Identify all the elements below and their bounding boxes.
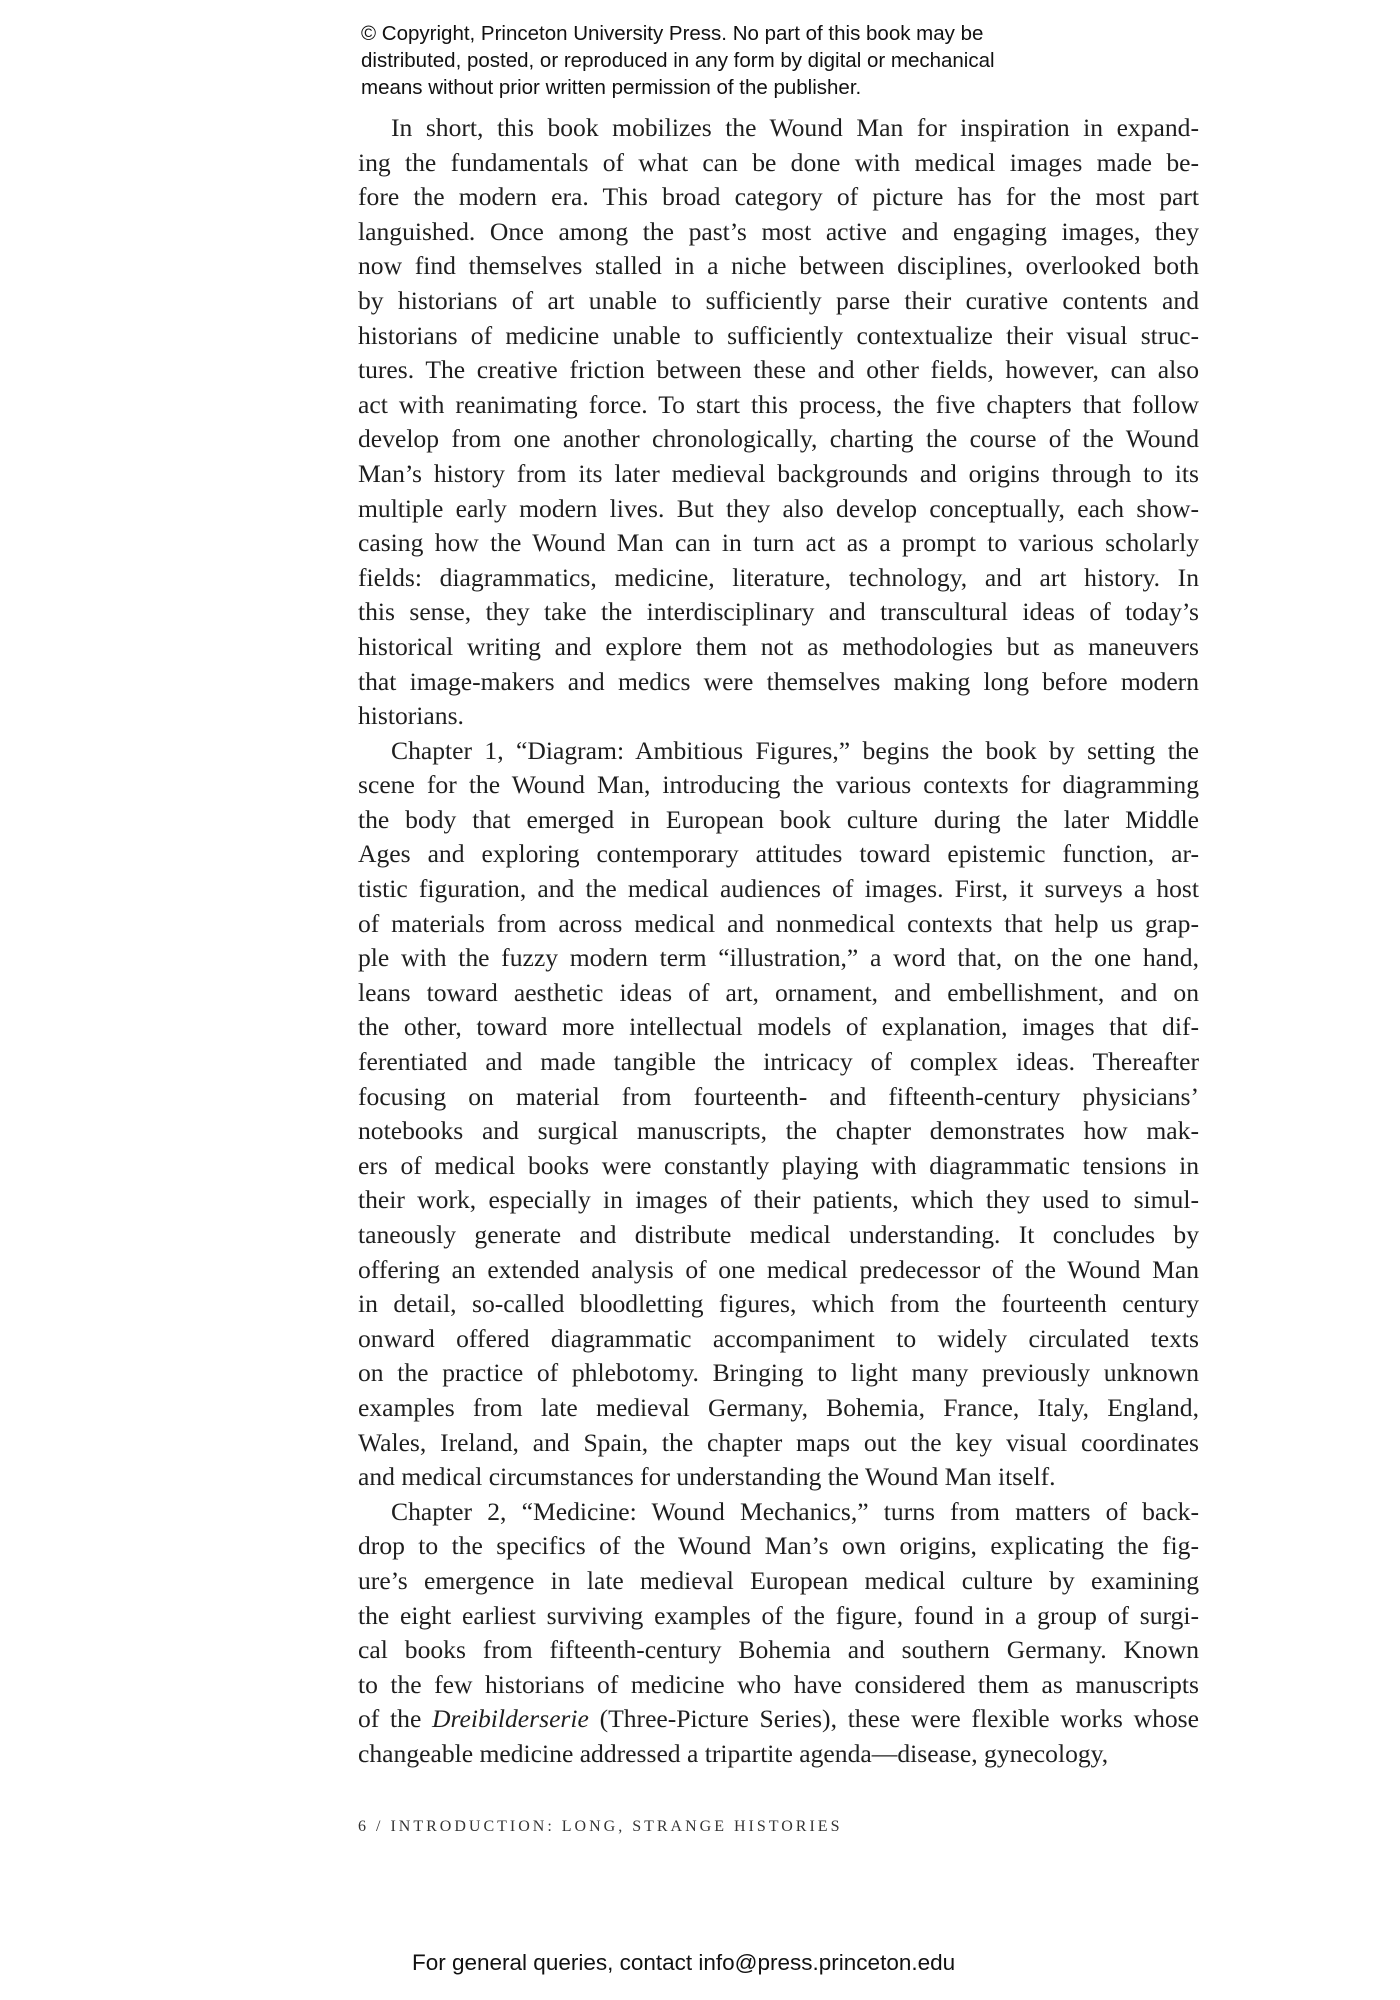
text-line: ple with the fuzzy modern term “illustration,” a word that, on the one hand, xyxy=(358,943,1199,973)
text-line: by historians of art unable to sufficiently parse their curative contents and xyxy=(358,285,1199,315)
text-line: changeable medicine addressed a tripartite agenda—disease, gynecology, xyxy=(358,1738,1109,1768)
text-line: casing how the Wound Man can in turn act as a prompt to various scholarly xyxy=(358,528,1199,558)
text-line: focusing on material from fourteenth- and fifteenth-century physicians’ xyxy=(358,1081,1199,1111)
text-line: ers of medical books were constantly playing with diagrammatic tensions in xyxy=(358,1150,1199,1180)
text-line: of materials from across medical and nonmedical contexts that help us grap- xyxy=(358,908,1199,938)
text-segment: of the xyxy=(358,1704,433,1734)
copyright-line: distributed, posted, or reproduced in any form by digital or mechanical xyxy=(361,49,995,72)
text-line: onward offered diagrammatic accompaniment to widely circulated texts xyxy=(358,1323,1199,1353)
text-line: act with reanimating force. To start this process, the five chapters that follow xyxy=(358,389,1199,419)
text-line: on the practice of phlebotomy. Bringing to light many previously unknown xyxy=(358,1358,1199,1388)
text-line: ferentiated and made tangible the intricacy of complex ideas. Thereafter xyxy=(358,1047,1199,1077)
text-line: to the few historians of medicine who have considered them as manuscripts xyxy=(358,1669,1199,1699)
text-line: the other, toward more intellectual models of explanation, images that dif- xyxy=(358,1012,1199,1042)
text-line: this sense, they take the interdisciplinary and transcultural ideas of today’s xyxy=(358,597,1199,627)
body-text xyxy=(358,111,1199,1772)
general-queries-footer: For general queries, contact info@press.princeton.edu xyxy=(412,1950,956,1975)
book-series-title: Dreibilderserie xyxy=(432,1704,589,1734)
text-line: In short, this book mobilizes the Wound Man for inspiration in expand- xyxy=(391,113,1199,142)
text-line: Wales, Ireland, and Spain, the chapter maps out the key visual coordinates xyxy=(358,1427,1199,1457)
copyright-notice xyxy=(361,20,1061,101)
text-line: the body that emerged in European book culture during the later Middle xyxy=(358,804,1199,834)
text-line: Chapter 1, “Diagram: Ambitious Figures,” begins the book by setting the xyxy=(391,735,1199,765)
paragraph-chapter-2 xyxy=(358,1495,1199,1772)
text-line: fore the modern era. This broad category of picture has for the most part xyxy=(358,182,1199,212)
text-line: Chapter 2, “Medicine: Wound Mechanics,” turns from matters of back- xyxy=(391,1496,1199,1526)
text-line: scene for the Wound Man, introducing the various contexts for diagramming xyxy=(358,770,1199,800)
text-line: ure’s emergence in late medieval European medical culture by examining xyxy=(358,1565,1199,1595)
text-line: examples from late medieval Germany, Bohemia, France, Italy, England, xyxy=(358,1392,1199,1422)
running-footer: 6 / INTRODUCTION: LONG, STRANGE HISTORIES xyxy=(358,1818,843,1835)
text-line: multiple early modern lives. But they also develop conceptually, each show- xyxy=(358,493,1199,523)
text-line: historians. xyxy=(358,701,464,731)
paragraph-chapter-1 xyxy=(358,734,1199,1495)
text-line: in detail, so-called bloodletting figures, which from the fourteenth century xyxy=(358,1289,1199,1319)
text-line: drop to the specifics of the Wound Man’s own origins, explicating the fig- xyxy=(358,1531,1199,1561)
text-line: the eight earliest surviving examples of the figure, found in a group of surgi- xyxy=(358,1600,1199,1630)
text-line: leans toward aesthetic ideas of art, ornament, and embellishment, and on xyxy=(358,977,1199,1007)
text-line: develop from one another chronologically, charting the course of the Wound xyxy=(358,424,1199,454)
text-line: historical writing and explore them not as methodologies but as maneuvers xyxy=(358,631,1199,661)
text-line: historians of medicine unable to sufficiently contextualize their visual struc- xyxy=(358,320,1199,350)
text-line: that image-makers and medics were themselves making long before modern xyxy=(358,666,1199,696)
text-line: notebooks and surgical manuscripts, the chapter demonstrates how mak- xyxy=(358,1116,1199,1146)
text-line: cal books from fifteenth-century Bohemia and southern Germany. Known xyxy=(358,1635,1199,1665)
text-line xyxy=(358,1702,1199,1737)
text-line: now find themselves stalled in a niche between disciplines, overlooked both xyxy=(358,251,1199,281)
text-line: taneously generate and distribute medical understanding. It concludes by xyxy=(358,1220,1199,1249)
text-line: languished. Once among the past’s most active and engaging images, they xyxy=(358,216,1199,246)
text-line: offering an extended analysis of one medical predecessor of the Wound Man xyxy=(358,1254,1199,1284)
text-line: Man’s history from its later medieval backgrounds and origins through to its xyxy=(358,458,1199,488)
text-line: tistic figuration, and the medical audiences of images. First, it surveys a host xyxy=(358,874,1199,904)
copyright-line: © Copyright, Princeton University Press. No part of this book may be xyxy=(361,22,984,45)
text-line: ing the fundamentals of what can be done with medical images made be- xyxy=(358,147,1199,177)
text-line: Ages and exploring contemporary attitudes toward epistemic function, ar- xyxy=(358,839,1199,869)
text-segment: (Three-Picture Series), these were flexible works whose xyxy=(588,1704,1199,1734)
text-line: and medical circumstances for understanding the Wound Man itself. xyxy=(358,1462,1056,1492)
paragraph-intro xyxy=(358,111,1199,734)
text-line: their work, especially in images of their patients, which they used to simul- xyxy=(358,1185,1199,1215)
text-line: fields: diagrammatics, medicine, literature, technology, and art history. In xyxy=(358,562,1199,592)
copyright-line: means without prior written permission of the publisher. xyxy=(361,76,862,99)
text-line: tures. The creative friction between these and other fields, however, can also xyxy=(358,355,1199,385)
